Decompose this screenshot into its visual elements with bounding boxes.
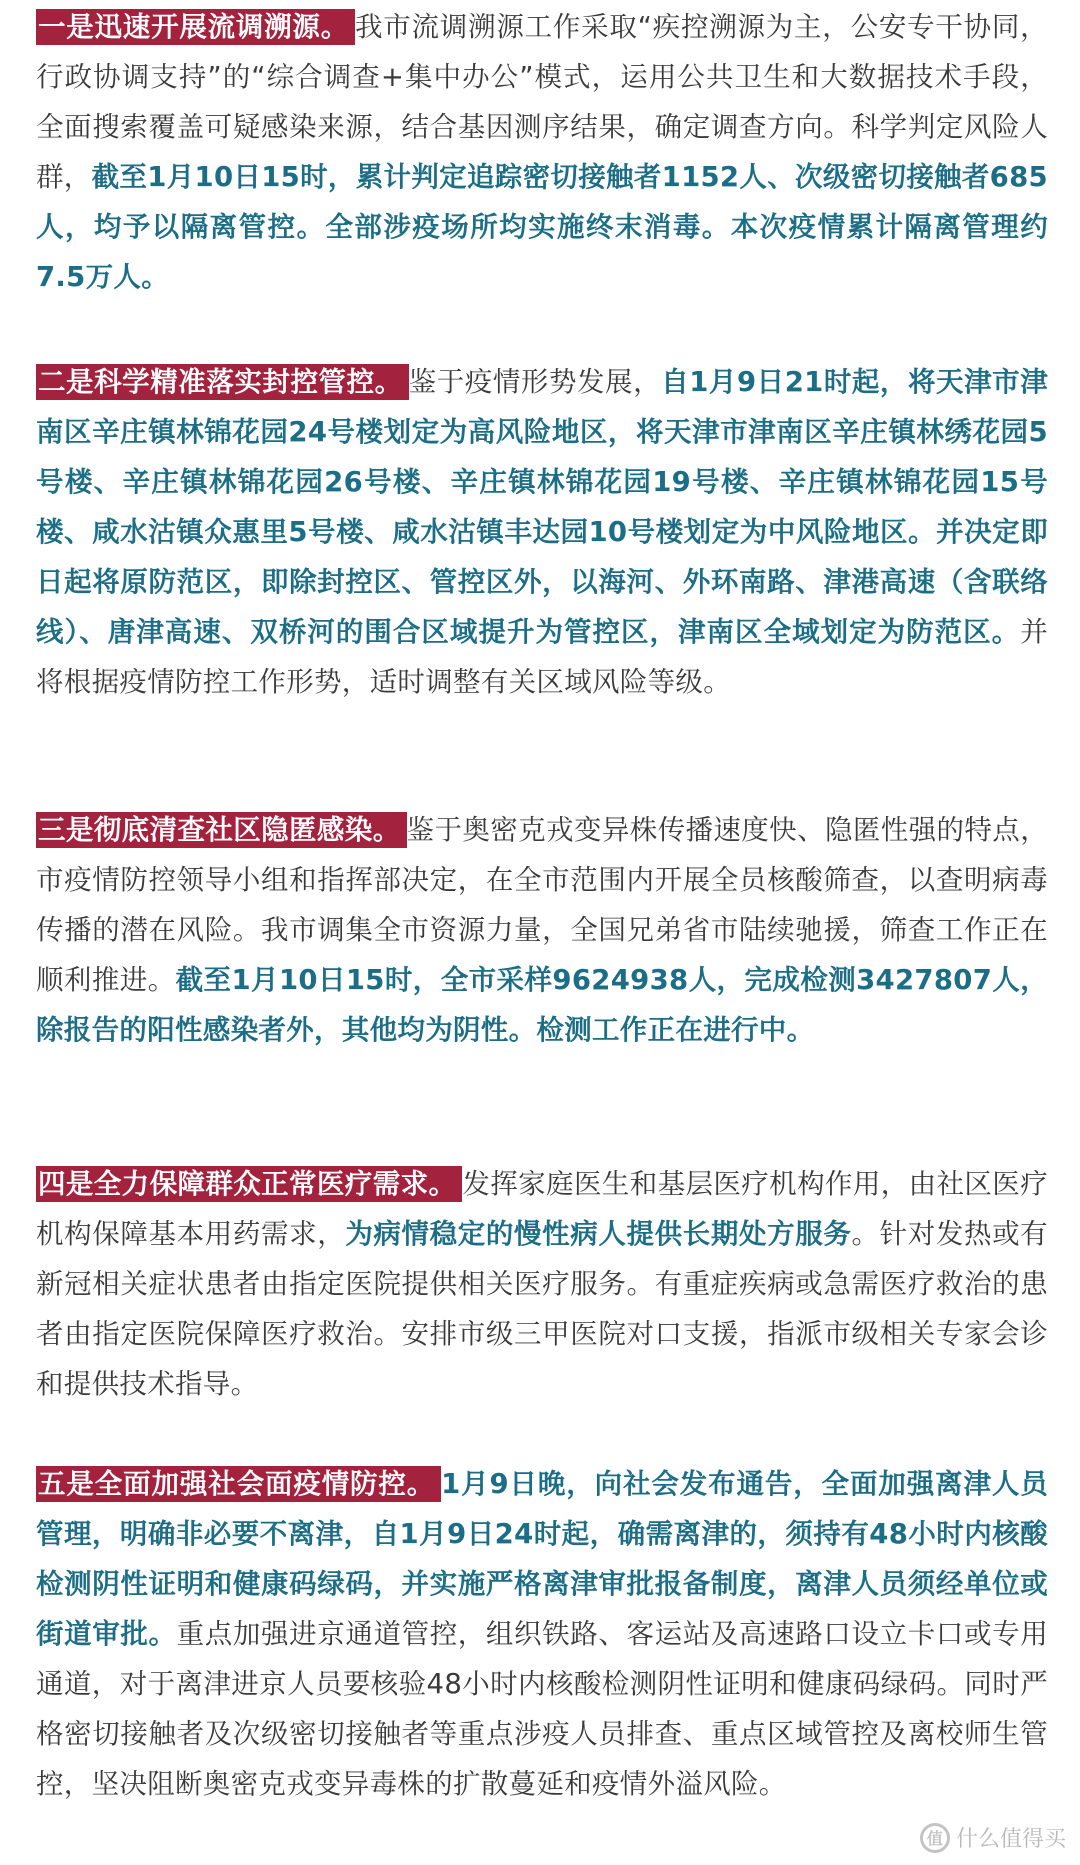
watermark [920,1822,1066,1853]
section-1-highlight: 截至1月10日15时，累计判定追踪密切接触者1152人、次级密切接触者685人，均予以隔离管控。全部涉疫场所均实施终末消毒。本次疫情累计隔离管理约7.5万人。 [36,161,1048,293]
section-4-highlight: 为病情稳定的慢性病人提供长期处方服务 [345,1218,852,1250]
section-1-heading: 一是迅速开展流调溯源。 [36,9,355,45]
section-3 [36,805,1048,1055]
section-4-text-end: 。针对发热或有新冠相关症状患者由指定医院提供相关医疗服务。有重症疾病或急需医疗救治的患者由指定医院保障医疗救治。安排市级三甲医院对口支援，指派市级相关专家会诊和提供技术指导。 [36,1218,1048,1400]
section-2 [36,357,1048,707]
section-3-heading: 三是彻底清查社区隐匿感染。 [36,812,407,848]
section-5-highlight: 1月9日晚，向社会发布通告，全面加强离津人员管理，明确非必要不离津，自1月9日24时起，确需离津的，须持有48小时内核酸检测阴性证明和健康码绿码，并实施严格离津审批报备制度，离津人员须经单位或街道审批。 [36,1468,1048,1650]
section-1-text: 我市流调溯源工作采取“疾控溯源为主，公安专干协同，行政协调支持”的“综合调查+集中办公”模式，运用公共卫生和大数据技术手段，全面搜索覆盖可疑感染来源，结合基因测序结果，确定调查方向。科学判定风险人群， [36,11,1048,193]
section-3-highlight: 截至1月10日15时，全市采样9624938人，完成检测3427807人，除报告的阳性感染者外，其他均为阴性。检测工作正在进行中。 [36,964,1049,1046]
section-5-heading: 五是全面加强社会面疫情防控。 [36,1466,441,1502]
section-3-text: 鉴于奥密克戎变异株传播速度快、隐匿性强的特点，市疫情防控领导小组和指挥部决定，在全市范围内开展全员核酸筛查，以查明病毒传播的潜在风险。我市调集全市资源力量，全国兄弟省市陆续驰援，筛查工作正在顺利推进。 [36,814,1048,996]
section-2-text: 鉴于疫情形势发展， [408,366,662,398]
section-4-text: 发挥家庭医生和基层医疗机构作用，由社区医疗机构保障基本用药需求， [36,1168,1048,1250]
section-2-highlight: 自1月9日21时起，将天津市津南区辛庄镇林锦花园24号楼划定为高风险地区，将天津市津南区辛庄镇林绣花园5号楼、辛庄镇林锦花园26号楼、辛庄镇林锦花园19号楼、辛庄镇林锦花园15号楼、咸水沽镇众惠里5号楼、咸水沽镇丰达园10号楼划定为中风险地区。并决定即日起将原防范区，即除封控区、管控区外，以海河、外环南路、津港高速（含联络线）、唐津高速、双桥河的围合区域提升为管控区，津南区全域划定为防范区。 [36,366,1048,648]
section-4-heading: 四是全力保障群众正常医疗需求。 [36,1166,462,1202]
section-2-text-end: 并将根据疫情防控工作形势，适时调整有关区域风险等级。 [36,616,1048,698]
section-2-heading: 二是科学精准落实封控管控。 [36,364,409,400]
smzdm-logo-icon: 值 [920,1823,950,1853]
section-4 [36,1159,1048,1409]
section-1 [36,2,1048,302]
watermark-text: 什么值得买 [955,1827,1066,1852]
section-5-text: 重点加强进京通道管控，组织铁路、客运站及高速路口设立卡口或专用通道，对于离津进京人员要核验48小时内核酸检测阴性证明和健康码绿码。同时严格密切接触者及次级密切接触者等重点涉疫人员排查、重点区域管控及离校师生管控，坚决阻断奥密克戎变异毒株的扩散蔓延和疫情外溢风险。 [36,1618,1049,1800]
section-5 [36,1459,1048,1809]
